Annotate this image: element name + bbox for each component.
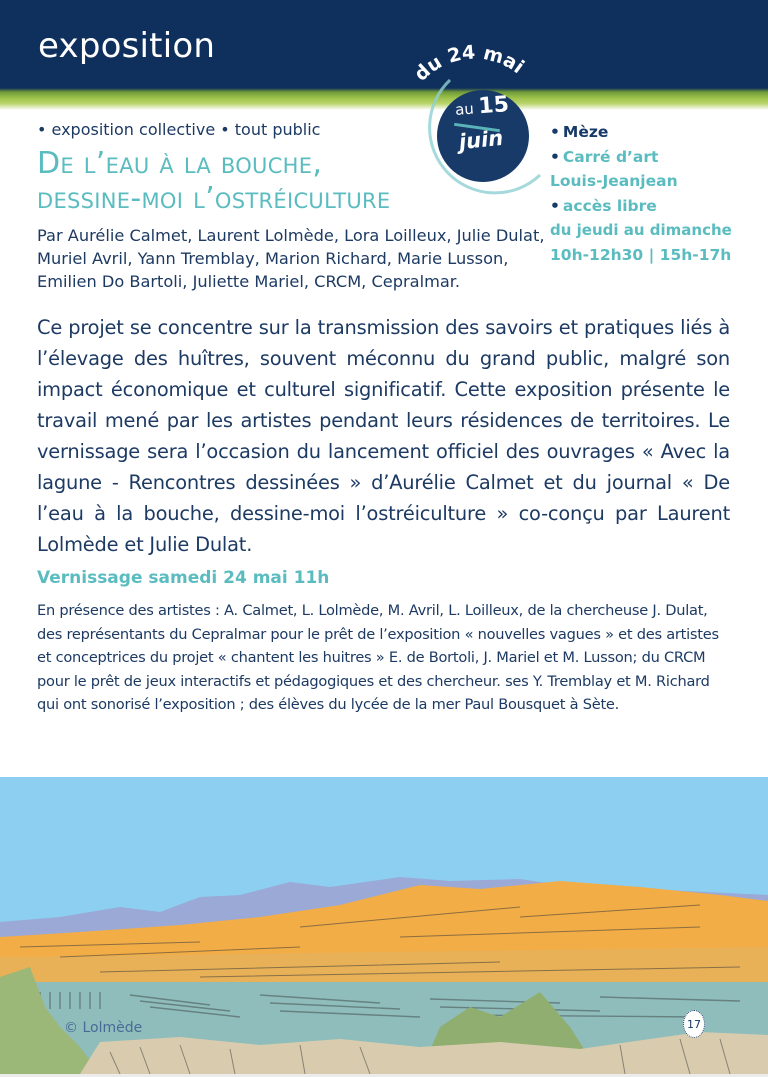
svg-text:du 24 mai: [410, 41, 528, 85]
info-hours: 10h-12h30 | 15h-17h: [550, 245, 732, 264]
date-to-day: 15: [477, 92, 510, 120]
event-artists: Par Aurélie Calmet, Laurent Lolmède, Lora Loilleux, Julie Dulat, Muriel Avril, Yann Tremblay, Marion Richard, Marie Lusson, Emilien Do Bartoli, Juliette Mariel, CRCM, Cepralmar.: [37, 226, 545, 291]
bullet-icon: •: [550, 147, 560, 166]
date-to-prefix: au: [454, 99, 475, 119]
event-title-line1: De l’eau à la bouche,: [37, 146, 323, 181]
info-access-row: [550, 194, 750, 219]
date-to-month: juin: [457, 125, 505, 155]
page-number: 17: [683, 1010, 705, 1038]
info-city: Mèze: [562, 123, 609, 141]
info-days: du jeudi au dimanche: [550, 221, 732, 239]
info-venue-line2: Louis-Jeanjean: [550, 172, 678, 190]
event-description: Ce projet se concentre sur la transmission des savoirs et pratiques liés à l’élevage des huîtres, souvent méconnu du grand public, malgré son impact économique et culturel significatif. Cette exposition présente le travail mené par les artistes pendant leurs résidences de territoires. Le vernissage sera l’occasion du lancement officiel des ouvrages « Avec la lagune - Rencontres dessinées » d’Aurélie Calmet et du journal « De l’eau à la bouche, dessine-moi l’ostréiculture » co-conçu par Laurent Lolmède et Julie Dulat.: [37, 316, 730, 556]
info-venue-row: [550, 145, 750, 170]
date-from-text: du 24 mai: [410, 41, 529, 86]
bullet-icon: •: [550, 123, 560, 141]
info-access: accès libre: [562, 196, 657, 215]
illustration-credit: © Lolmède: [64, 1020, 143, 1036]
event-title: [37, 146, 390, 217]
info-venue-line1: Carré d’art: [562, 147, 659, 166]
event-tags: • exposition collective • tout public: [37, 120, 321, 139]
vernissage-heading: Vernissage samedi 24 mai 11h: [37, 568, 330, 588]
event-info: [550, 120, 750, 267]
bullet-icon: •: [550, 196, 560, 215]
event-title-line2: dessine-moi l’ostréiculture: [37, 181, 391, 217]
section-title: exposition: [38, 26, 216, 66]
info-city-row: [550, 120, 750, 145]
vernissage-text: En présence des artistes : A. Calmet, L. Lolmède, M. Avril, L. Loilleux, de la chercheuse J. Dulat, des représentants du Cepralmar pour le prêt de l’exposition « nouvelles vagues » et des artistes et conceptrices du projet « chantent les huitres » E. de Bortoli, J. Mariel et M. Lusson; du CRCM pour le prêt de jeux interactifs et pédagogiques et des chercheur. ses Y. Tremblay et M. Richard qui ont sonorisé l’exposition ; des élèves du lycée de la mer Paul Bousquet à Sète.: [37, 602, 719, 713]
green-strip-divider: [0, 88, 768, 110]
